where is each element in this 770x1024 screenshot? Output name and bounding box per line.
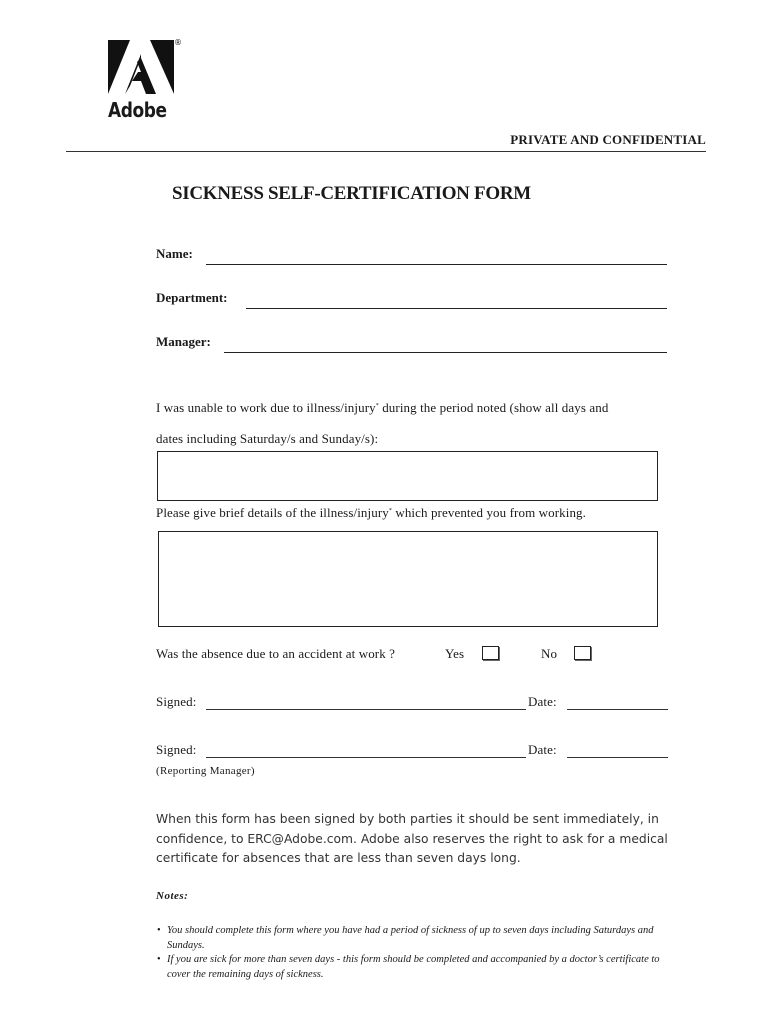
notes-item <box>157 953 677 982</box>
registered-mark: ® <box>174 38 182 47</box>
form-title: SICKNESS SELF-CERTIFICATION FORM <box>172 183 531 204</box>
manager-date-field[interactable] <box>567 757 668 758</box>
notes-item <box>157 924 677 953</box>
yes-checkbox[interactable] <box>482 646 499 660</box>
period-instructions <box>156 400 608 416</box>
header-divider <box>66 151 706 152</box>
employee-date-field[interactable] <box>567 709 668 710</box>
period-text-part2: during the period noted (show all days and <box>378 400 609 415</box>
manager-signature-field[interactable] <box>206 757 526 758</box>
details-textbox[interactable] <box>158 531 658 627</box>
employee-signature-field[interactable] <box>206 709 526 710</box>
department-label: Department: <box>156 290 228 305</box>
submission-instructions: When this form has been signed by both parties it should be sent immediately, in confidence, to ERC@Adobe.com. Adobe also reserves the right to ask for a medical certificate for absences that are less than seven days long. <box>156 812 668 865</box>
footnote-mark-2: * <box>388 508 392 514</box>
adobe-logo-icon <box>108 40 174 94</box>
reporting-manager-caption: (Reporting Manager) <box>156 765 255 777</box>
bullet: • <box>157 925 161 936</box>
footnote-mark: * <box>375 403 379 409</box>
yes-label: Yes <box>445 646 465 661</box>
period-instructions-line2: dates including Saturday/s and Sunday/s): <box>156 431 379 446</box>
notes-item-text: You should complete this form where you have had a period of sickness of up to seven days including Saturdays and Sundays. <box>167 925 654 951</box>
name-field[interactable] <box>206 264 667 265</box>
bullet: • <box>157 954 161 965</box>
department-field[interactable] <box>246 308 667 309</box>
signed-label: Signed: <box>156 694 197 709</box>
confidential-label: PRIVATE AND CONFIDENTIAL <box>510 132 706 147</box>
name-label: Name: <box>156 246 193 261</box>
adobe-logo <box>108 40 184 124</box>
logo-wordmark: Adobe <box>108 98 167 122</box>
notes-title: Notes: <box>156 890 189 902</box>
accident-question: Was the absence due to an accident at work ? <box>156 646 396 661</box>
no-label: No <box>541 646 558 661</box>
period-text-part1: I was unable to work due to illness/injury <box>156 400 376 415</box>
manager-date-label: Date: <box>528 742 557 757</box>
details-text-part2: which prevented you from working. <box>391 505 587 520</box>
date-label: Date: <box>528 694 557 709</box>
notes-item-text: If you are sick for more than seven days - this form should be completed and accompanied by a doctor’s certificate to cover the remaining days of sickness. <box>167 954 660 980</box>
manager-field[interactable] <box>224 352 667 353</box>
manager-label: Manager: <box>156 334 211 349</box>
period-textbox[interactable] <box>157 451 658 501</box>
details-instructions <box>156 505 586 521</box>
notes-list <box>157 924 677 982</box>
details-text-part1: Please give brief details of the illness/injury <box>156 505 389 520</box>
manager-signed-label: Signed: <box>156 742 197 757</box>
no-checkbox[interactable] <box>574 646 591 660</box>
